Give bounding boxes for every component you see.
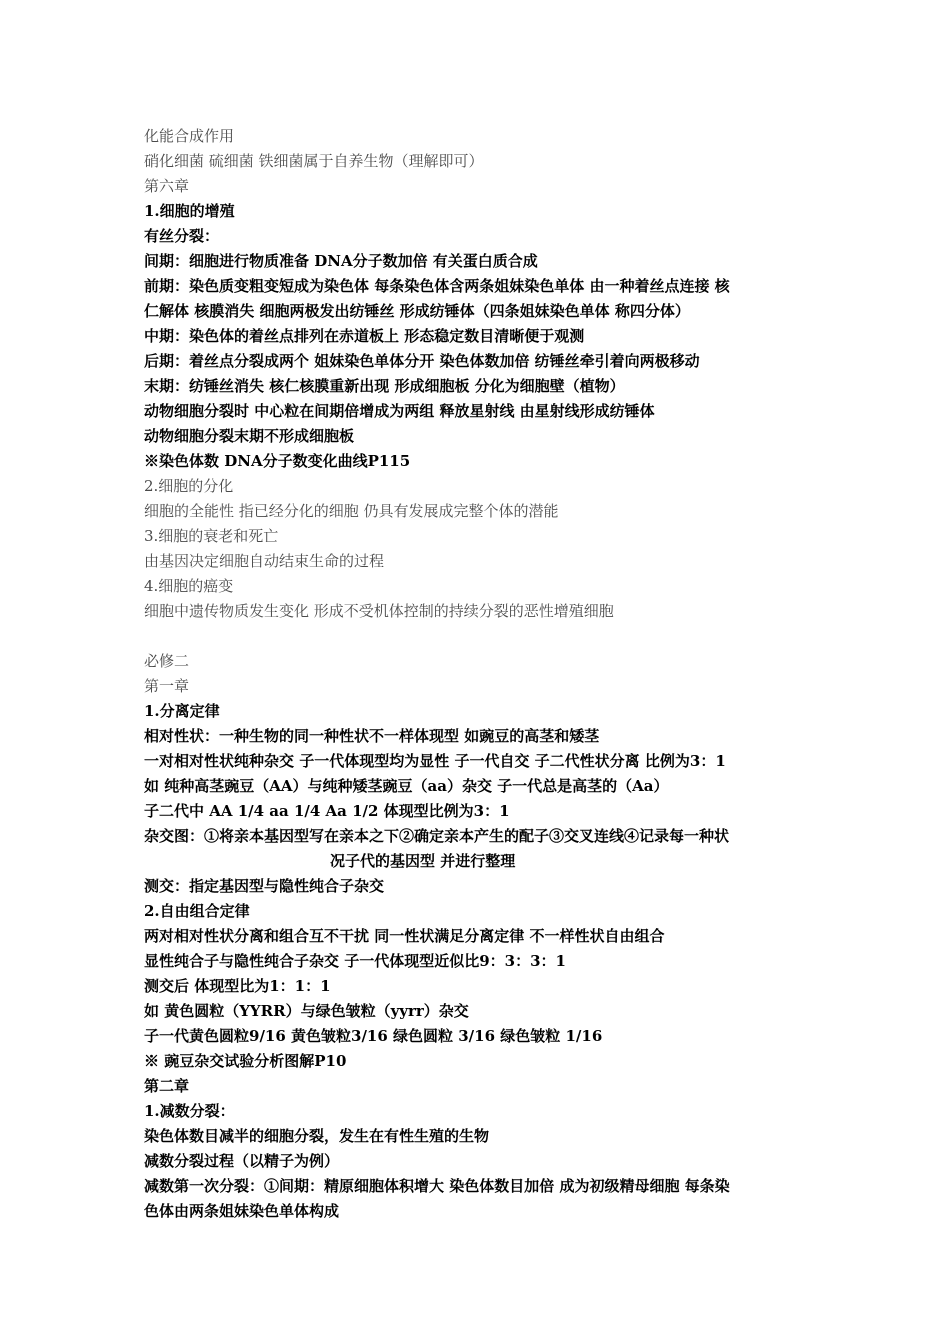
text-line: 子一代黄色圆粒9/16 黄色皱粒3/16 绿色圆粒 3/16 绿色皱粒 1/16	[144, 1027, 603, 1045]
text-line: 2.自由组合定律	[144, 902, 250, 920]
text-line: 2.细胞的分化	[144, 477, 234, 495]
text-line: 有丝分裂：	[144, 227, 220, 245]
text-line: 后期：着丝点分裂成两个 姐妹染色单体分开 染色体数加倍 纺锤丝牵引着向两极移动	[144, 352, 700, 370]
text-line: 1.细胞的增殖	[144, 202, 235, 220]
blank-line	[144, 624, 814, 649]
text-line: 一对相对性状纯种杂交 子一代体现型均为显性 子一代自交 子二代性状分离 比例为3：1	[144, 752, 726, 770]
text-line: 间期：细胞进行物质准备 DNA分子数加倍 有关蛋白质合成	[144, 252, 538, 270]
text-line: 减数分裂过程（以精子为例）	[144, 1152, 340, 1170]
text-line: 中期：染色体的着丝点排列在赤道板上 形态稳定数目清晰便于观测	[144, 327, 585, 345]
text-line: 细胞中遗传物质发生变化 形成不受机体控制的持续分裂的恶性增殖细胞	[144, 602, 614, 620]
text-line: 3.细胞的衰老和死亡	[144, 527, 279, 545]
text-line: 1.分离定律	[144, 702, 220, 720]
text-line: 化能合成作用	[144, 127, 235, 145]
text-line: 减数第一次分裂：①间期：精原细胞体积增大 染色体数目加倍 成为初级精母细胞 每条染	[144, 1177, 730, 1195]
text-line: ※染色体数 DNA分子数变化曲线P115	[144, 452, 411, 470]
text-line: 两对相对性状分离和组合互不干扰 同一性状满足分离定律 不一样性状自由组合	[144, 927, 665, 945]
text-line: 末期：纺锤丝消失 核仁核膜重新出现 形成细胞板 分化为细胞壁（植物）	[144, 377, 625, 395]
document-body	[144, 124, 814, 1224]
text-line: 必修二	[144, 652, 190, 670]
text-line: 杂交图：①将亲本基因型写在亲本之下②确定亲本产生的配子③交叉连线④记录每一种状	[144, 827, 730, 845]
text-line: 测交后 体现型比为1：1：1	[144, 977, 331, 995]
text-line: 况子代的基因型 并进行整理	[330, 852, 516, 870]
text-line: ※ 豌豆杂交试验分析图解P10	[144, 1052, 347, 1070]
text-line: 如 纯种高茎豌豆（AA）与纯种矮茎豌豆（aa）杂交 子一代总是高茎的（Aa）	[144, 777, 669, 795]
text-line: 色体由两条姐妹染色单体构成	[144, 1202, 340, 1220]
text-line: 测交：指定基因型与隐性纯合子杂交	[144, 877, 385, 895]
text-line: 相对性状：一种生物的同一种性状不一样体现型 如豌豆的高茎和矮茎	[144, 727, 600, 745]
text-line: 第一章	[144, 677, 190, 695]
text-line: 子二代中 AA 1/4 aa 1/4 Aa 1/2 体现型比例为3：1	[144, 802, 510, 820]
text-line: 第二章	[144, 1077, 190, 1095]
text-line: 动物细胞分裂末期不形成细胞板	[144, 427, 355, 445]
text-line: 显性纯合子与隐性纯合子杂交 子一代体现型近似比9：3：3：1	[144, 952, 566, 970]
text-line: 染色体数目减半的细胞分裂，发生在有性生殖的生物	[144, 1127, 490, 1145]
text-line: 仁解体 核膜消失 细胞两极发出纺锤丝 形成纺锤体（四条姐妹染色单体 称四分体）	[144, 302, 690, 320]
text-line: 如 黄色圆粒（YYRR）与绿色皱粒（yyrr）杂交	[144, 1002, 469, 1020]
text-line: 由基因决定细胞自动结束生命的过程	[144, 552, 385, 570]
text-line: 硝化细菌 硫细菌 铁细菌属于自养生物（理解即可）	[144, 152, 484, 170]
text-line: 4.细胞的癌变	[144, 577, 234, 595]
text-line: 前期：染色质变粗变短成为染色体 每条染色体含两条姐妹染色单体 由一种着丝点连接 核	[144, 277, 730, 295]
text-line: 动物细胞分裂时 中心粒在间期倍增成为两组 释放星射线 由星射线形成纺锤体	[144, 402, 655, 420]
text-line: 第六章	[144, 177, 190, 195]
text-line: 细胞的全能性 指已经分化的细胞 仍具有发展成完整个体的潜能	[144, 502, 559, 520]
text-line: 1.减数分裂：	[144, 1102, 235, 1120]
